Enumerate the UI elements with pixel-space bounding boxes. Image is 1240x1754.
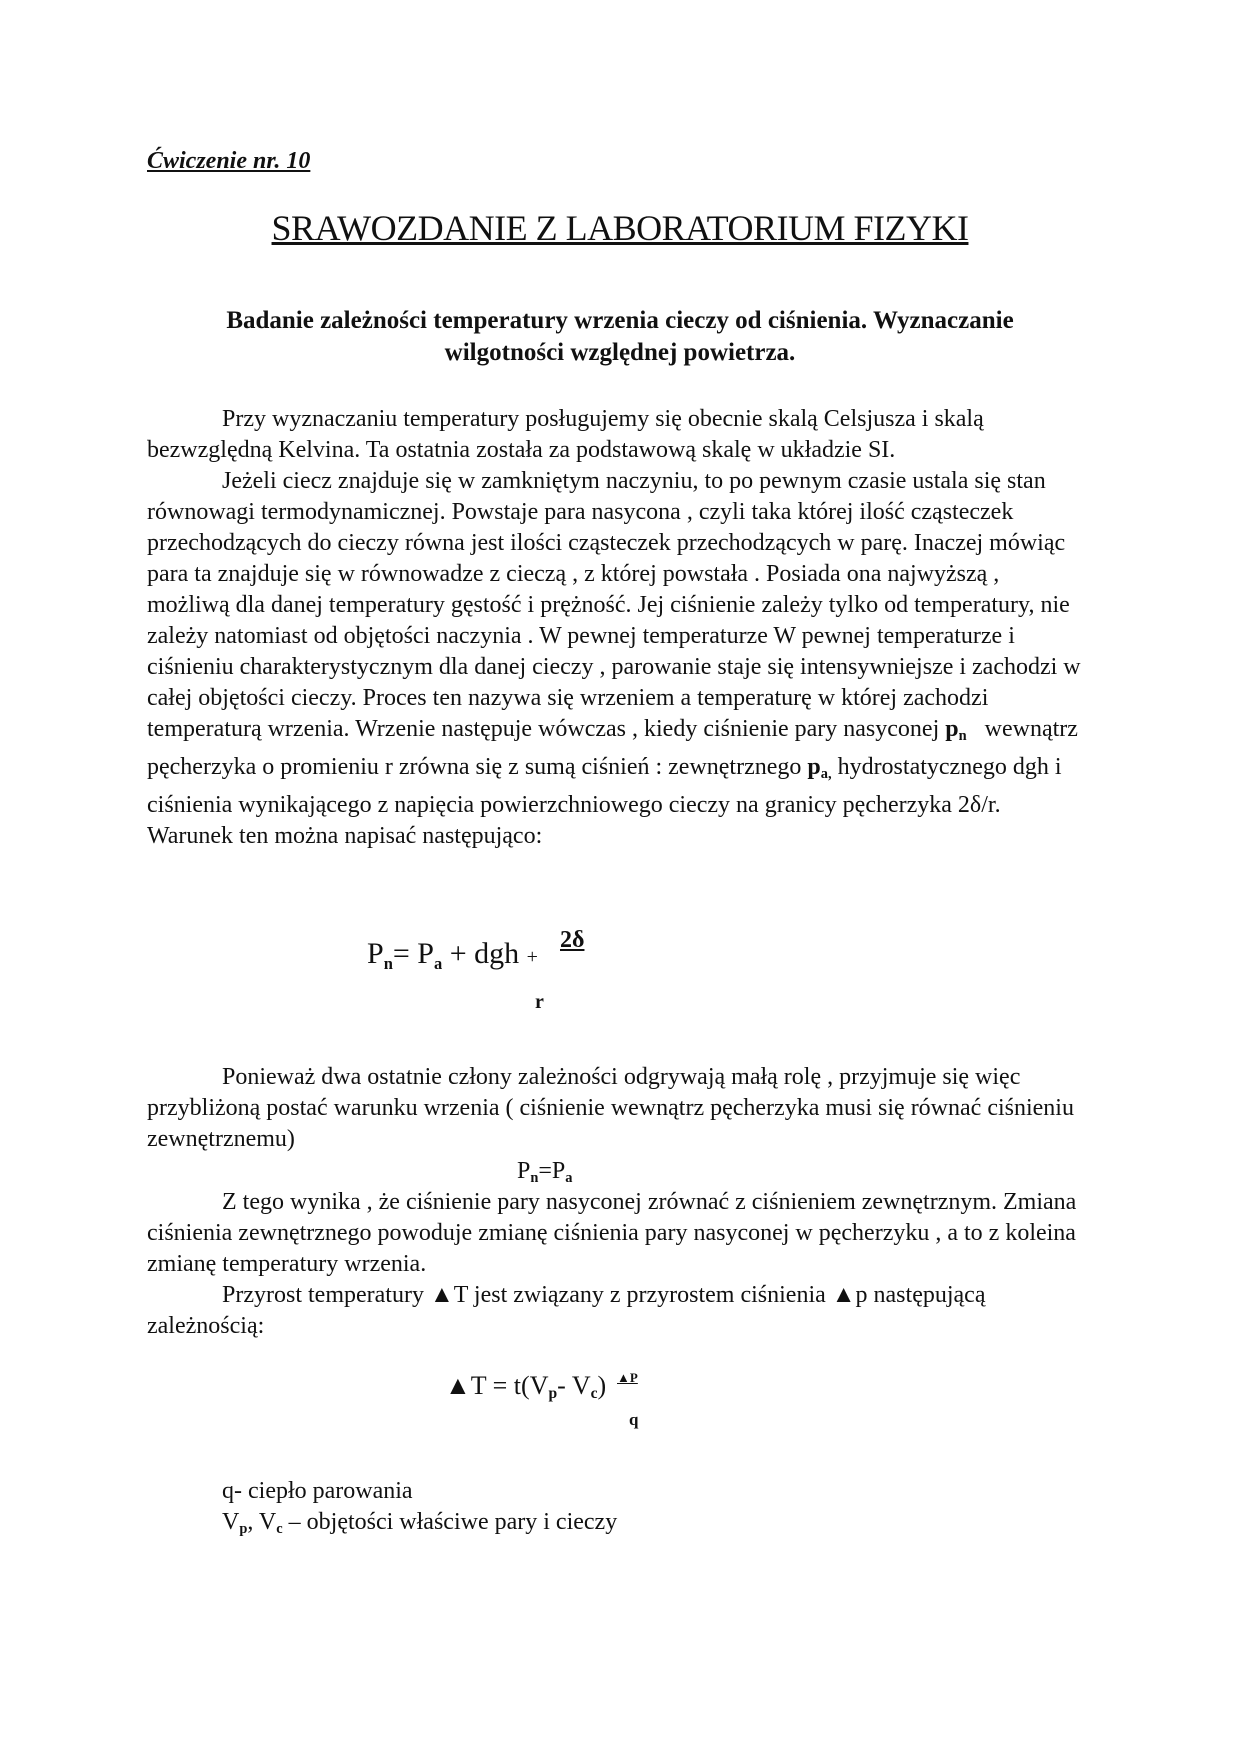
symbol-pa: $p_{a,}$ — [807, 754, 832, 782]
paragraph-4: Z tego wynika , że ciśnienie pary nasyconej zrównać z ciśnieniem zewnętrznym. Zmiana ciśnienia zewnętrznego powoduje zmianę ciśnienia pary nasyconej w pęcherzyku , a to z koleina zmianę temperatury wrzenia. — [147, 1189, 1077, 1277]
subtitle-line-1: Badanie zależności temperatury wrzenia cieczy od ciśnienia. Wyznaczanie — [226, 307, 1014, 334]
paragraph-intro — [147, 404, 1087, 852]
symbol-pn: $p_n$ — [945, 716, 967, 744]
paragraph-5: Przyrost temperatury ▲T jest związany z przyrostem ciśnienia ▲p następującą zależnością: — [147, 1282, 986, 1339]
report-title: SRAWOZDANIE Z LABORATORIUM FIZYKI — [271, 208, 969, 248]
symbols-legend — [222, 1476, 1022, 1545]
paragraph-3: Ponieważ dwa ostatnie człony zależności odgrywają małą rolę , przyjmuje się więc przybliżoną postać warunku wrzenia ( ciśnienie wewnątrz pęcherzyka musi się równać ciśnieniu zewnętrznemu) — [147, 1064, 1074, 1152]
exercise-number: Ćwiczenie nr. 10 — [147, 148, 311, 174]
paragraph-consequence — [147, 1187, 1087, 1342]
fraction-denominator: r — [535, 991, 544, 1013]
legend-q: q- ciepło parowania — [222, 1478, 413, 1504]
legend-v: $V_p$, $V_c$ – objętości właściwe pary i cieczy — [222, 1509, 618, 1537]
fraction-numerator: 2δ — [560, 927, 585, 953]
paragraph-approx — [147, 1062, 1087, 1155]
paragraph-2-text-a: Jeżeli ciecz znajduje się w zamkniętym naczyniu, to po pewnym czasie ustala się stan równowagi termodynamicznej. Powstaje para nasycona , czyli taka której ilość cząsteczek przechodzących do cieczy równa jest ilości cząsteczek przechodzących w parę. Inaczej mówiąc para ta znajduje się w równowadze z cieczą , z której powstała . Posiada ona najwyższą , możliwą dla danej temperatury gęstość i prężność. Jej ciśnienie zależy tylko od temperatury, nie zależy natomiast od objętości naczynia . W pewnej temperaturze W pewnej temperaturze i ciśnieniu charakterystycznym dla danej cieczy , parowanie staje się intensywniejsze i zachodzi w całej objętości cieczy. Proces ten nazywa się wrzeniem a temperaturę w której zachodzi temperaturą wrzenia. Wrzenie następuje wówczas , kiedy ciśnienie pary nasyconej — [147, 468, 1081, 742]
paragraph-1: Przy wyznaczaniu temperatury posługujemy się obecnie skalą Celsjusza i skalą bezwzględną Kelvina. Ta ostatnia została za podstawową skalę w układzie SI. — [147, 406, 984, 463]
paragraph-2-text-c: hydrostatycznego dgh i ciśnienia wynikającego z napięcia powierzchniowego cieczy na granicy pęcherzyka 2δ/r. Warunek ten można napisać następująco: — [147, 754, 1062, 849]
paragraph-2-text-b: wewnątrz pęcherzyka o promieniu r zrówna się z sumą ciśnień : zewnętrznego — [147, 716, 1078, 780]
fraction-numerator: ▲P — [617, 1370, 638, 1385]
formula-boiling-condition: $P_n= P_a$ + dgh + 2δ r — [367, 936, 538, 982]
report-subtitle — [147, 305, 1093, 369]
formula-approx: $P_n=P_a$ — [517, 1158, 573, 1186]
subtitle-line-2: wilgotności względnej powietrza. — [444, 339, 796, 366]
paragraph-2 — [147, 466, 1087, 852]
fraction-denominator: q — [629, 1410, 639, 1429]
formula-clausius-clapeyron: ▲T = $t(V_p-$ $V_c$) ▲P q — [445, 1370, 606, 1410]
